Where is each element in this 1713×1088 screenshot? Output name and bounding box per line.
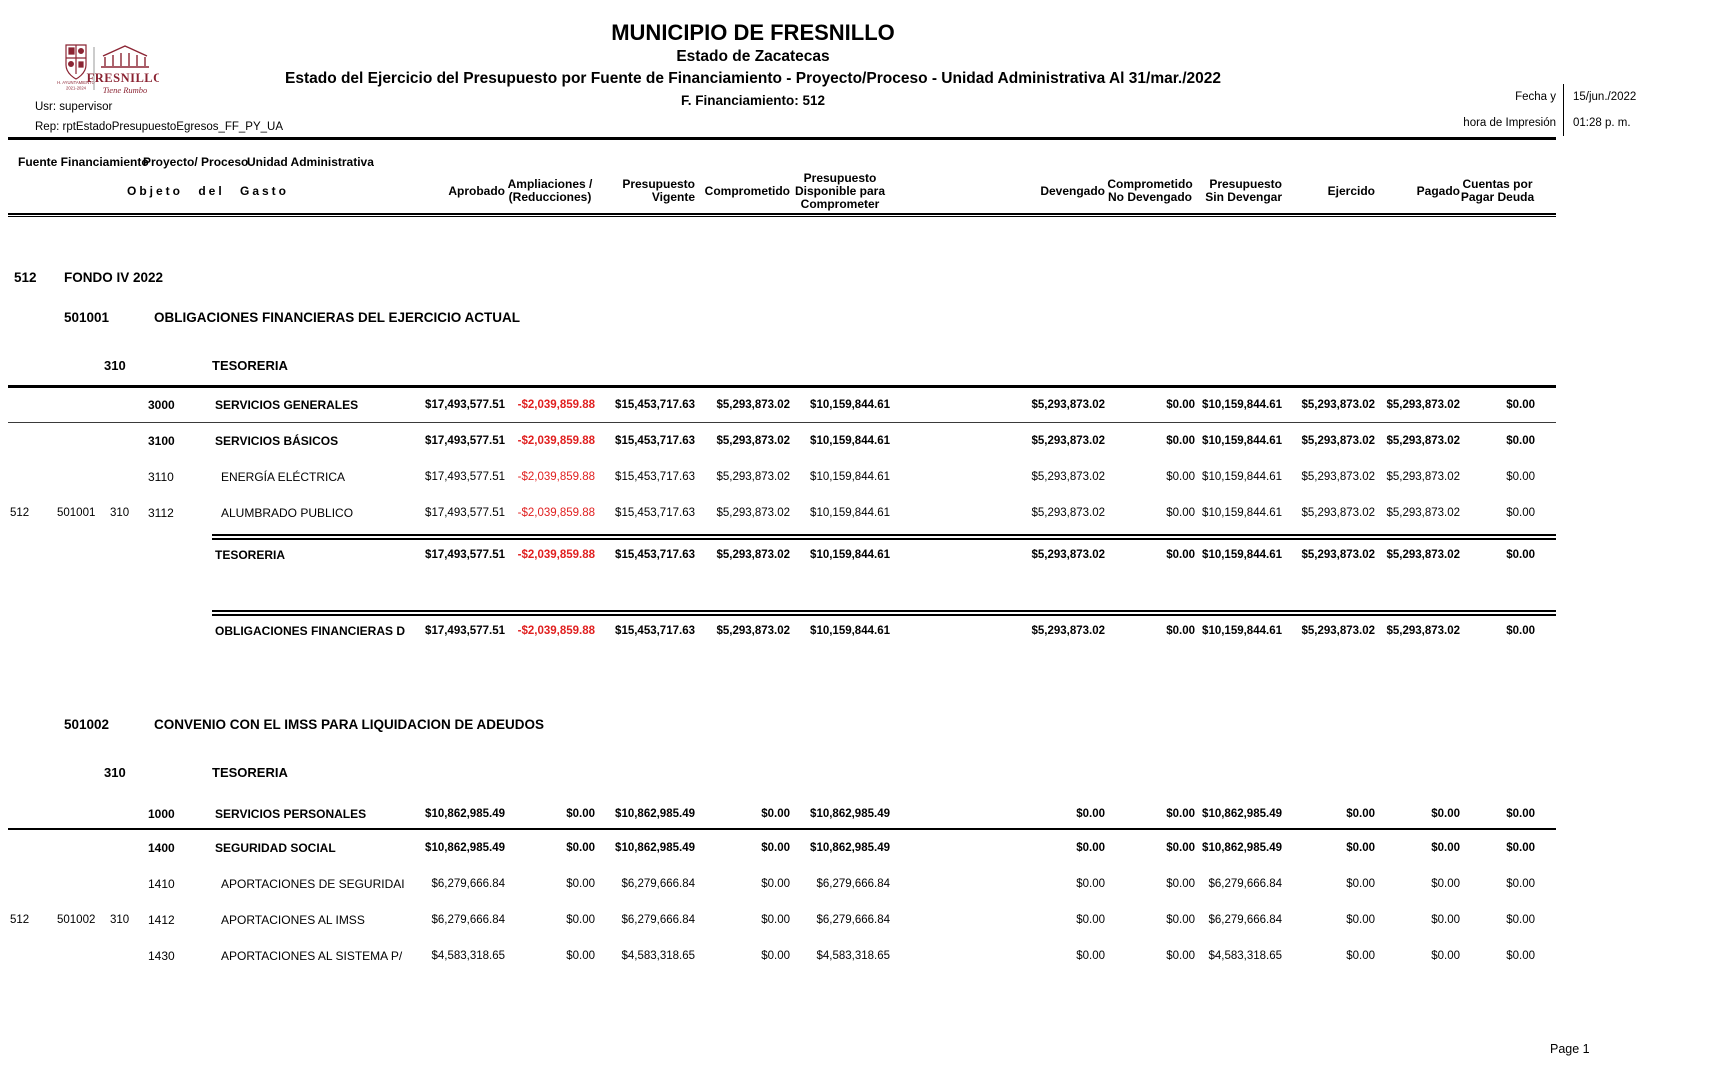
row-object-code: 1400 [148,841,175,855]
value-cell: $0.00 [566,842,595,854]
value-cell: $17,493,577.51 [425,507,505,519]
value-cell: $17,493,577.51 [425,549,505,561]
value-cell: $0.00 [1506,471,1535,483]
fund-row [8,270,1556,290]
value-cell: $10,862,985.49 [615,808,695,820]
column-header-row [8,171,1556,211]
row-object-code: 3000 [148,398,175,412]
value-cell: $6,279,666.84 [816,878,890,890]
value-cell: $0.00 [1166,507,1195,519]
value-cell: -$2,039,859.88 [517,471,595,483]
row-concept: TESORERIA [215,548,286,562]
report-id-label: Rep: rptEstadoPresupuestoEgresos_FF_PY_UA [35,121,284,133]
unit-code: 310 [104,358,126,373]
column-header-ejercido: Ejercido [1327,183,1375,198]
value-cell: $15,453,717.63 [615,435,695,447]
value-cell: $0.00 [761,950,790,962]
column-header-comprometido: Comprometido [704,183,790,198]
value-cell: $10,159,844.61 [810,625,890,637]
row-object-code: 3112 [148,506,174,520]
value-cell: $5,293,873.02 [1301,549,1375,561]
date-value: 15/jun./2022 [1563,84,1710,110]
value-cell: $10,159,844.61 [1202,549,1282,561]
row-ff-code: 512 [10,914,30,926]
value-cell: $0.00 [1076,950,1105,962]
value-cell: $10,159,844.61 [1202,399,1282,411]
program-name: OBLIGACIONES FINANCIERAS DEL EJERCICIO ACTUAL [154,310,521,325]
page-number: Page 1 [1550,1042,1590,1056]
value-cell: $10,159,844.61 [810,507,890,519]
row-concept: SEGURIDAD SOCIAL [215,841,336,855]
value-cell: $6,279,666.84 [621,878,695,890]
row-unit-code: 310 [110,507,130,519]
value-cell: -$2,039,859.88 [517,549,595,561]
program-name: CONVENIO CON EL IMSS PARA LIQUIDACION DE ADEUDOS [154,717,545,732]
value-cell: -$2,039,859.88 [517,399,595,411]
value-cell: $0.00 [1506,808,1535,820]
value-cell: $10,159,844.61 [810,549,890,561]
value-cell: $4,583,318.65 [431,950,505,962]
logo-tagline: Tiene Rumbo [102,85,148,95]
group-header-funding-source: Fuente Financiamiento [18,155,149,169]
value-cell: $5,293,873.02 [1031,399,1105,411]
value-cell: $0.00 [761,914,790,926]
value-cell: $17,493,577.51 [425,399,505,411]
value-cell: $5,293,873.02 [1031,625,1105,637]
value-cell: $5,293,873.02 [1031,549,1105,561]
header-top-rule [8,137,1556,140]
column-header-devengado: Devengado [1040,183,1105,198]
value-cell: $10,862,985.49 [425,842,505,854]
unit-code: 310 [104,765,126,780]
value-cell: $0.00 [1506,950,1535,962]
value-cell: $0.00 [1166,471,1195,483]
program-code: 501002 [64,717,110,732]
value-cell: -$2,039,859.88 [517,435,595,447]
table-row [8,902,1556,938]
row-concept: ALUMBRADO PUBLICO [221,506,354,520]
value-cell: $5,293,873.02 [716,507,790,519]
value-cell: $0.00 [1166,549,1195,561]
row-concept: OBLIGACIONES FINANCIERAS D [215,624,406,638]
value-cell: $15,453,717.63 [615,471,695,483]
value-cell: -$2,039,859.88 [517,507,595,519]
row-object-code: 1410 [148,877,175,891]
row-object-code: 1412 [148,913,175,927]
column-header-aprobado: Aprobado [448,183,505,198]
value-cell: $0.00 [761,842,790,854]
value-cell: $5,293,873.02 [1386,435,1460,447]
table-row [8,423,1556,459]
value-cell: $5,293,873.02 [716,625,790,637]
value-cell: $5,293,873.02 [1386,507,1460,519]
value-cell: $4,583,318.65 [1208,950,1282,962]
value-cell: $0.00 [1166,950,1195,962]
value-cell: $10,862,985.49 [615,842,695,854]
value-cell: $10,159,844.61 [1202,471,1282,483]
municipality-title: MUNICIPIO DE FRESNILLO [611,20,895,45]
value-cell: $10,862,985.49 [1202,842,1282,854]
value-cell: $17,493,577.51 [425,625,505,637]
value-cell: $0.00 [1346,950,1375,962]
fund-code: 512 [14,270,37,285]
value-cell: $0.00 [1506,625,1535,637]
program-code: 501001 [64,310,110,325]
value-cell: $5,293,873.02 [1031,435,1105,447]
value-cell: $0.00 [1166,914,1195,926]
value-cell: $5,293,873.02 [716,471,790,483]
column-header-disponible: Presupuesto Disponible para Comprometer [794,170,886,211]
value-cell: $5,293,873.02 [1386,399,1460,411]
value-cell: $6,279,666.84 [1208,914,1282,926]
unit-name: TESORERIA [212,358,288,373]
value-cell: $0.00 [1076,914,1105,926]
row-concept: ENERGÍA ELÉCTRICA [221,470,346,484]
row-program-code: 501001 [57,507,96,519]
report-section [8,717,1556,974]
value-cell: $0.00 [1431,914,1460,926]
crest-caption-line1: H. AYUNTAMIENTO [57,80,95,85]
value-cell: $0.00 [1506,507,1535,519]
value-cell: $5,293,873.02 [1386,471,1460,483]
table-row [8,830,1556,866]
value-cell: $10,159,844.61 [1202,625,1282,637]
print-datetime-block [1380,84,1710,136]
value-cell: $0.00 [1506,878,1535,890]
value-cell: $0.00 [1346,808,1375,820]
table-row [8,540,1556,570]
row-concept: APORTACIONES AL IMSS [221,913,365,927]
value-cell: $5,293,873.02 [1031,507,1105,519]
unit-row [8,765,1556,785]
value-cell: $5,293,873.02 [1386,625,1460,637]
value-cell: $0.00 [1076,808,1105,820]
value-cell: $0.00 [1506,842,1535,854]
value-cell: $0.00 [1506,914,1535,926]
logo-wordmark: FRESNILLO [86,71,159,85]
value-cell: $0.00 [566,808,595,820]
value-cell: $10,862,985.49 [810,842,890,854]
value-cell: $0.00 [1166,435,1195,447]
row-object-code: 1430 [148,949,175,963]
row-object-code: 3110 [148,470,174,484]
table-row [8,459,1556,495]
value-cell: $0.00 [1431,878,1460,890]
value-cell: $10,862,985.49 [810,808,890,820]
table-row [8,616,1556,646]
value-cell: -$2,039,859.88 [517,625,595,637]
value-cell: $10,159,844.61 [810,399,890,411]
value-cell: $0.00 [1076,878,1105,890]
value-cell: $0.00 [1506,549,1535,561]
value-cell: $10,862,985.49 [1202,808,1282,820]
value-cell: $0.00 [761,808,790,820]
row-concept: APORTACIONES AL SISTEMA P/ [221,949,403,963]
value-cell: $0.00 [566,950,595,962]
sections-host [8,310,1556,974]
value-cell: $0.00 [1166,625,1195,637]
value-cell: $17,493,577.51 [425,471,505,483]
column-header-sin-devengar: Presupuesto Sin Devengar [1205,177,1282,204]
row-concept: SERVICIOS PERSONALES [215,807,367,821]
value-cell: $0.00 [1431,842,1460,854]
value-cell: $10,159,844.61 [1202,507,1282,519]
value-cell: $5,293,873.02 [1301,399,1375,411]
column-header-pagado: Pagado [1416,183,1460,198]
value-cell: $6,279,666.84 [431,914,505,926]
time-value: 01:28 p. m. [1563,110,1710,136]
value-cell: $5,293,873.02 [1031,471,1105,483]
value-cell: $0.00 [1166,842,1195,854]
value-cell: $4,583,318.65 [621,950,695,962]
row-program-code: 501002 [57,914,96,926]
program-row [8,310,1556,330]
value-cell: $5,293,873.02 [716,435,790,447]
report-section [8,310,1556,646]
value-cell: $17,493,577.51 [425,435,505,447]
row-concept: APORTACIONES DE SEGURIDAI [221,877,405,891]
column-header-object: Objeto del Gasto [126,183,289,198]
value-cell: $5,293,873.02 [1301,435,1375,447]
value-cell: $15,453,717.63 [615,507,695,519]
table-row [8,938,1556,974]
value-cell: $5,293,873.02 [716,399,790,411]
crest-caption-line2: 2021-2024 [65,85,87,91]
state-subtitle: Estado de Zacatecas [676,48,830,65]
row-ff-code: 512 [10,507,30,519]
program-row [8,717,1556,737]
value-cell: $0.00 [1346,878,1375,890]
unit-row [8,358,1556,378]
row-object-code: 1000 [148,807,175,821]
report-title: Estado del Ejercicio del Presupuesto por Fuente de Financiamiento - Proyecto/Proceso - Unidad Administrativa Al 31/mar./2022 [284,70,1221,87]
table-row [8,866,1556,902]
column-header-cuentas-pagar: Cuentas por Pagar Deuda [1460,177,1535,204]
user-label: Usr: supervisor [35,101,113,113]
table-row [8,385,1556,423]
row-concept: SERVICIOS GENERALES [215,398,359,412]
value-cell: $10,159,844.61 [810,435,890,447]
value-cell: $5,293,873.02 [1301,471,1375,483]
fund-name: FONDO IV 2022 [64,270,164,285]
value-cell: $4,583,318.65 [816,950,890,962]
group-header-project-process: Proyecto/ Proceso [143,155,249,169]
value-cell: $6,279,666.84 [1208,878,1282,890]
column-header-no-devengado: Comprometido No Devengado [1107,177,1193,204]
value-cell: $6,279,666.84 [621,914,695,926]
column-header-presupuesto-vigente: Presupuesto Vigente [622,177,695,204]
value-cell: $0.00 [1166,808,1195,820]
value-cell: $0.00 [1506,399,1535,411]
value-cell: $0.00 [1431,808,1460,820]
value-cell: $0.00 [1076,842,1105,854]
group-header-admin-unit: Unidad Administrativa [247,155,374,169]
value-cell: $6,279,666.84 [431,878,505,890]
value-cell: $5,293,873.02 [1301,625,1375,637]
row-object-code: 3100 [148,434,175,448]
value-cell: $0.00 [1431,950,1460,962]
value-cell: $6,279,666.84 [816,914,890,926]
row-unit-code: 310 [110,914,130,926]
value-cell: $10,159,844.61 [1202,435,1282,447]
table-header [8,155,1556,217]
value-cell: $5,293,873.02 [1386,549,1460,561]
date-label: Fecha y [1515,91,1556,103]
unit-name: TESORERIA [212,765,288,780]
value-cell: $0.00 [1506,435,1535,447]
value-cell: $15,453,717.63 [615,625,695,637]
value-cell: $0.00 [1346,842,1375,854]
value-cell: $5,293,873.02 [1301,507,1375,519]
value-cell: $0.00 [1346,914,1375,926]
value-cell: $0.00 [566,914,595,926]
value-cell: $15,453,717.63 [615,399,695,411]
row-concept: SERVICIOS BÁSICOS [215,434,339,448]
table-row [8,800,1556,830]
value-cell: $0.00 [761,878,790,890]
funding-source-line: F. Financiamiento: 512 [680,93,826,108]
value-cell: $10,159,844.61 [810,471,890,483]
value-cell: $5,293,873.02 [716,549,790,561]
value-cell: $15,453,717.63 [615,549,695,561]
value-cell: $10,862,985.49 [425,808,505,820]
column-header-ampliaciones: Ampliaciones / (Reducciones) [507,177,593,204]
table-row [8,495,1556,531]
time-label: hora de Impresión [1463,117,1556,129]
table-body [8,213,1556,974]
value-cell: $0.00 [566,878,595,890]
value-cell: $0.00 [1166,878,1195,890]
value-cell: $0.00 [1166,399,1195,411]
